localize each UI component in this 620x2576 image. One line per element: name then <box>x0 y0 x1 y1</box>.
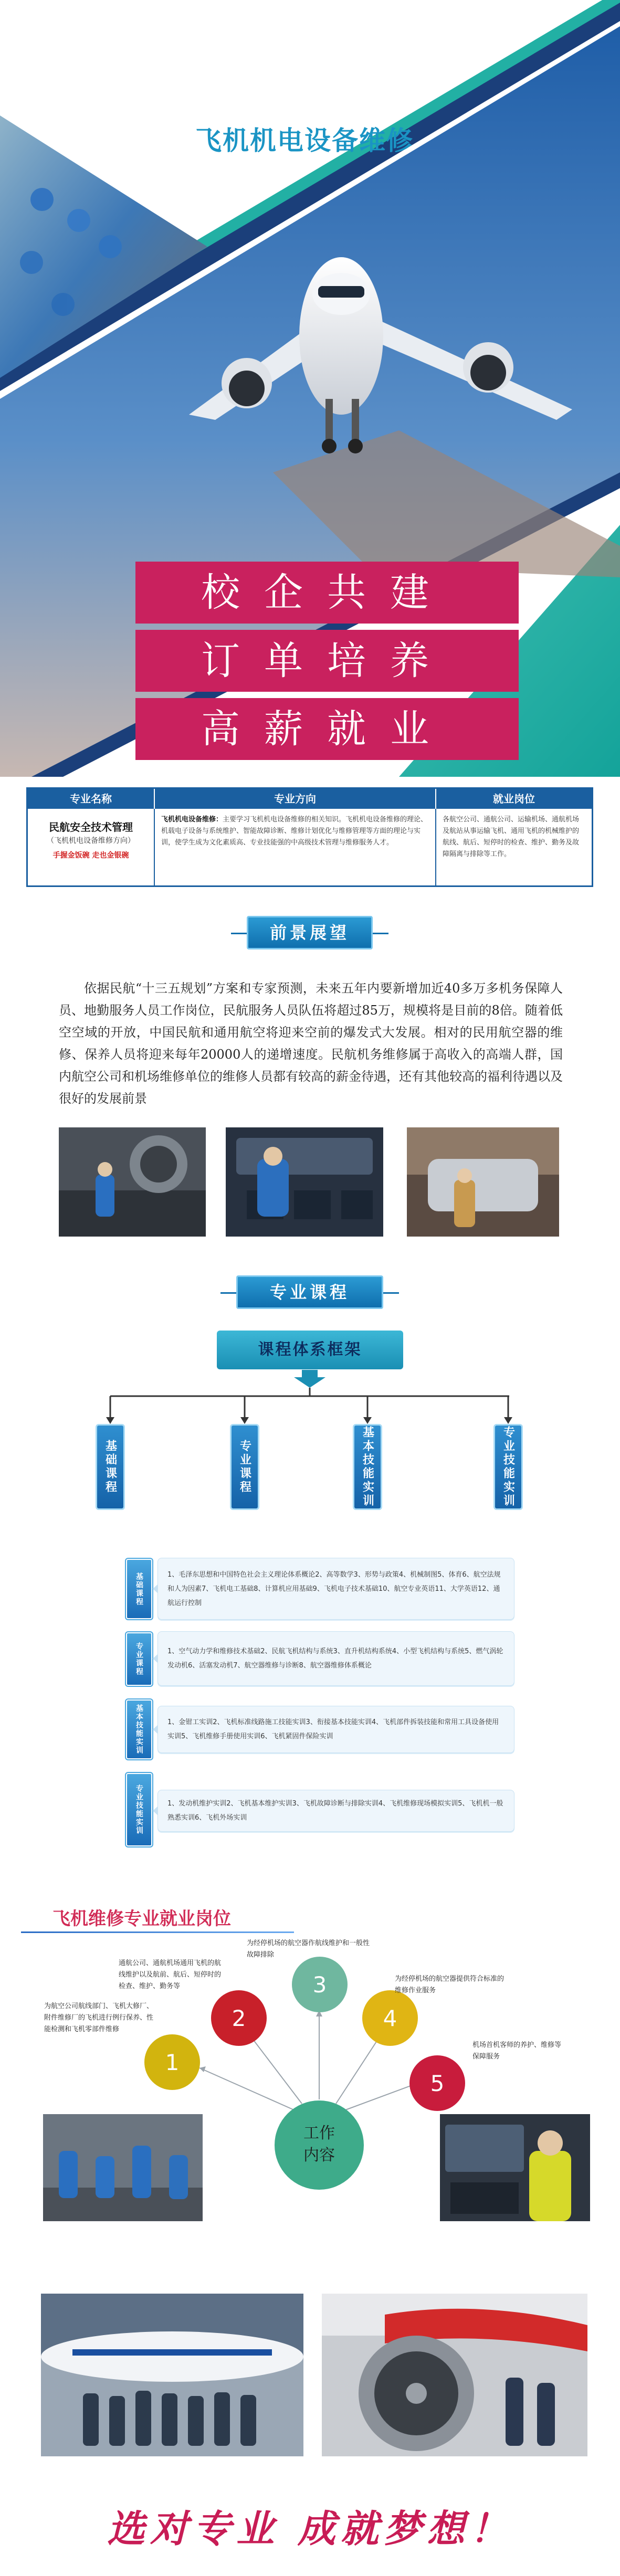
slogan-high-salary: 高薪就业 <box>135 698 519 760</box>
table-header-direction: 专业方向 <box>155 789 436 809</box>
photo-cockpit <box>226 1127 383 1237</box>
curriculum-banner: 专业课程 <box>236 1275 383 1309</box>
jobs-title-underline <box>21 1931 294 1933</box>
prospect-banner: 前景展望 <box>247 916 373 949</box>
jobs-section-title: 飞机维修专业就业岗位 <box>52 1908 231 1929</box>
course-box-basic-skills: 1、金钳工实训2、飞机标准线路施工技能实训3、衔接基本技能实训4、飞机部件拆装技能和常用工具设备使用实训5、飞机维修手册使用实训6、飞机紧固件保险实训 <box>157 1706 514 1753</box>
job-number-4: 4 <box>362 1990 418 2046</box>
photo-engine-inspection <box>322 2294 587 2456</box>
table-cell-major <box>28 809 155 885</box>
job-text-1: 为航空公司航线部门、飞机大修厂、附件维修厂的飞机进行例行保养、性能检测和飞机零部件维修 <box>44 2002 154 2033</box>
work-content-hub <box>275 2100 364 2190</box>
job-number-2: 2 <box>211 1990 267 2046</box>
photo-crew-with-aircraft <box>41 2294 303 2456</box>
course-tag-major: 专业课程 <box>126 1632 152 1686</box>
branch-pro-skills: 专业技能实训 <box>493 1424 523 1510</box>
branch-basic-courses: 基础课程 <box>96 1424 125 1510</box>
photo-engineer-cockpit <box>440 2114 590 2221</box>
branch-major-courses: 专业课程 <box>230 1424 259 1510</box>
course-tag-pro-skills: 专业技能实训 <box>126 1773 152 1846</box>
table-header-jobs: 就业岗位 <box>436 789 592 809</box>
job-text-2: 通航公司、通航机场通用飞机的航线维护以及航前、航后、短停时的检查、维护、勤务等 <box>119 1959 222 1990</box>
slogan-order-training: 订单培养 <box>135 630 519 692</box>
table-cell-jobs: 各航空公司、通航公司、运输机场、通航机场及航站从事运输飞机、通用飞机的机械维护的航线、航后、短停时的检查、维护、勤务及故障隔离与排除等工作。 <box>443 816 580 858</box>
major-tagline: 手握金饭碗 走也金银碗 <box>52 851 129 860</box>
photo-maintenance-2 <box>407 1127 559 1237</box>
direction-lead: 飞机机电设备维修： <box>161 816 223 824</box>
hero-title: 飞机机电设备维修 <box>195 125 414 156</box>
course-box-major: 1、空气动力学和维修技术基础2、民航飞机结构与系统3、直升机结构系统4、小型飞机结构与系统5、燃气涡轮发动机6、活塞发动机7、航空器维修与诊断8、航空器维修体系概论 <box>157 1631 514 1686</box>
major-name: 民航安全技术管理 <box>49 821 133 833</box>
table-header-name: 专业名称 <box>28 789 155 809</box>
photo-team-training <box>43 2114 203 2221</box>
course-box-basic: 1、毛泽东思想和中国特色社会主义理论体系概论2、高等数学3、形势与政策4、机械制图5、体育6、航空法规和人为因素7、飞机电工基础8、计算机应用基础9、飞机电子技术基础10、航空专业英语11、大学英语12、通航运行控制 <box>157 1558 514 1620</box>
photo-maintenance-1 <box>59 1127 206 1237</box>
job-text-4: 为经停机场的航空器提供符合标准的维修作业服务 <box>395 1975 505 1994</box>
job-number-1: 1 <box>144 2034 200 2090</box>
job-number-3: 3 <box>292 1957 348 2012</box>
table-cell-direction <box>155 809 436 885</box>
footer-slogan: 选对专业 成就梦想！ <box>107 2506 513 2551</box>
job-text-5: 机场首机客师的养护、维修等保障服务 <box>472 2041 562 2061</box>
hub-line-2: 内容 <box>303 2146 335 2165</box>
major-info-table <box>26 787 593 887</box>
course-box-pro-skills: 1、发动机维护实训2、飞机基本维护实训3、飞机故障诊断与排除实训4、飞机维修现场模拟实训5、飞机机一般熟悉实训6、飞机外场实训 <box>157 1790 514 1832</box>
course-tag-basic-skills: 基本技能实训 <box>126 1699 152 1759</box>
job-number-5: 5 <box>409 2055 465 2111</box>
course-tag-basic: 基础课程 <box>126 1559 152 1619</box>
curriculum-framework-title: 课程体系框架 <box>217 1331 403 1369</box>
direction-text: 主要学习飞机机电设备维修的相关知识。飞机机电设备维修的理论、机载电子设备与系统维护、智能故障诊断、维修计划优化与维修管理等方面的理论与实训，使学生成为文化素质高、专业技能强的中高级技术管理与维修服务人才。 <box>161 816 428 847</box>
hub-line-1: 工作 <box>303 2124 335 2142</box>
prospect-paragraph: 依据民航“十三五规划”方案和专家预测，未来五年内要新增加近40多万多机务保障人员、地勤服务人员工作岗位，民航服务人员队伍将超过85万，规模将是目前的8倍。随着低空空域的开放，中国民航和通用航空将迎来空前的爆发式大发展。相对的民用航空器的维修、保养人员将迎来每年20000人的递增速度。民航机务维修属于高收入的高端人群，国内航空公司和机场维修单位的维修人员都有较高的薪金待遇，还有其他较高的福利待遇以及很好的发展前景 <box>59 981 563 1106</box>
hero-section <box>0 0 620 777</box>
branch-basic-skills: 基本技能实训 <box>353 1424 382 1510</box>
slogan-cooperation: 校企共建 <box>135 562 519 624</box>
job-text-3: 为经停机场的航空器作航线维护和一般性故障排除 <box>247 1939 370 1959</box>
major-subtitle: （飞机机电设备维修方向） <box>47 837 135 845</box>
